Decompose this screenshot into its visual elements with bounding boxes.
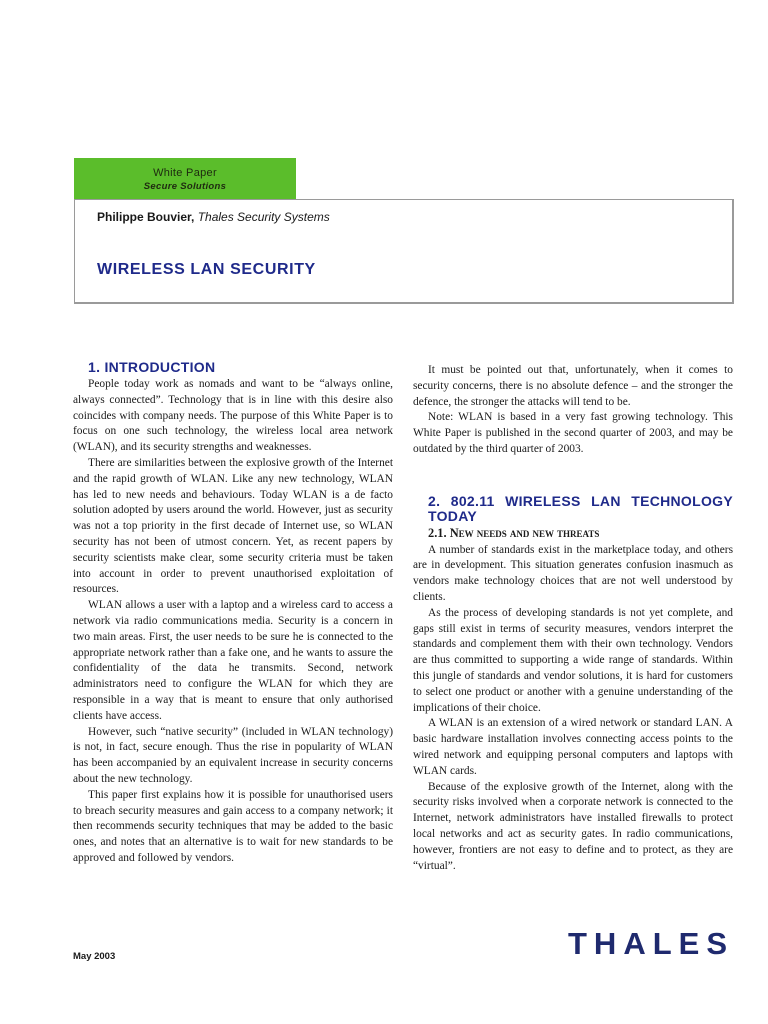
subsection-heading xyxy=(428,526,733,542)
tag-line-2: Secure Solutions xyxy=(143,181,227,192)
paragraph: People today work as nomads and want to be “always online, always connected”. Technology that is in line with this desire also coincides with company needs. The purpose of this White Paper is to focus on one such technology, the wireless local area network (WLAN), and its security strengths and weaknesses. xyxy=(73,378,393,454)
section-heading-wlan-technology: 2. 802.11 WIRELESS LAN TECHNOLOGY TODAY xyxy=(428,492,733,524)
tag-line-1: White Paper xyxy=(153,167,217,179)
paragraph: Note: WLAN is based in a very fast growing technology. This White Paper is published in the second quarter of 2003, and may be outdated by the third quarter of 2003. xyxy=(413,411,733,455)
author-org: Thales Security Systems xyxy=(197,210,330,224)
right-column xyxy=(413,363,733,874)
paragraph: As the process of developing standards is not yet complete, and gaps still exist in terms of security measures, vendors interpret the standards and complement them with their own technology. Vendors are thus committed to supporting a wide range of standards. Within this jungle of standards and vendor solutions, it is hard for customers to select one product or another with a genuine understanding of the implications of their choice. xyxy=(413,606,733,714)
paragraph: Because of the explosive growth of the Internet, along with the security risks involved when a corporate network is connected to the Internet, network administrators have installed firewalls to protect local networks and act as security gates. In radio communications, however, frontiers are not easy to define and to protect, as they are “virtual”. xyxy=(413,780,733,872)
document-title: WIRELESS LAN SECURITY xyxy=(97,261,316,278)
subsection-number: 2.1. xyxy=(428,525,447,540)
thales-logo: THALES xyxy=(568,926,734,961)
left-column xyxy=(73,360,393,867)
subsection-title: New needs and new threats xyxy=(449,525,600,540)
paragraph: WLAN allows a user with a laptop and a wireless card to access a network via radio communications media. Security is a concern in two main areas. First, the user needs to be sure he is connected to the appropriate network rather than a fake one, and he wants to assure the confidentiality of the data he transmits. Second, network administrators need to configure the WLAN for which they are responsible in a way that is meant to ensure that only authorised clients have access. xyxy=(73,599,393,722)
paragraph: There are similarities between the explosive growth of the Internet and the rapid growth of WLAN. Like any new technology, WLAN has led to new needs and behaviours. Today WLAN is a de facto solution adopted by users around the world. However, just as security was not a top priority in the first decade of Internet use, so WLAN security has not been of utmost concern. Yet, as recent papers by security scientists make clear, some security criteria must be taken into account in order to prevent unauthorised exploitation of resources. xyxy=(73,456,393,596)
paragraph: A number of standards exist in the marketplace today, and others are in development. This situation generates confusion inasmuch as vendors make technology choices that are not well understood by clients. xyxy=(413,543,733,603)
footer-date: May 2003 xyxy=(73,951,116,962)
author-line xyxy=(97,210,330,224)
paragraph: However, such “native security” (included in WLAN technology) is not, in fact, secure enough. Thus the rise in popularity of WLAN has been accompanied by an equivalent increase in security concerns about the new technology. xyxy=(73,725,393,785)
section-heading-introduction: 1. INTRODUCTION xyxy=(88,359,216,375)
title-box xyxy=(74,199,734,304)
paragraph: This paper first explains how it is possible for unauthorised users to breach security measures and gain access to a company network; it then recommends security techniques that may be added to the basic ones, and notes that an alternative is to wait for new standards to be approved and followed by vendors. xyxy=(73,788,393,864)
paragraph: It must be pointed out that, unfortunately, when it comes to security concerns, there is no absolute defence – and the stronger the defence, the stronger the attacks will tend to be. xyxy=(413,364,733,408)
white-paper-tag xyxy=(74,158,296,200)
paragraph: A WLAN is an extension of a wired network or standard LAN. A basic hardware installation involves connecting access points to the wired network and equipping personal computers and laptops with WLAN cards. xyxy=(413,717,733,777)
author-name: Philippe Bouvier, xyxy=(97,210,195,224)
